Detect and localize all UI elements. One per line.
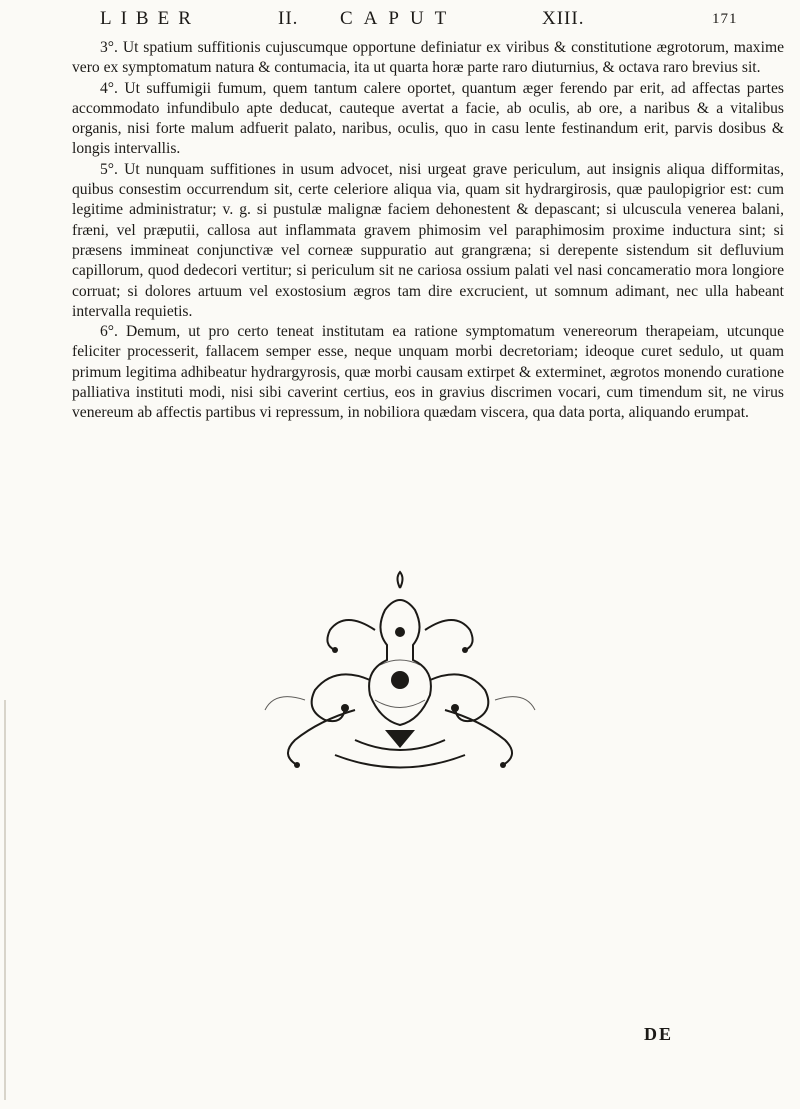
paragraph-4: 4°. Ut suffumigii fumum, quem tantum calere oportet, quantum æger ferendo par erit, ad affectas partes accommodato infundibulo apte deducat, cauteque avertat a facie, ab oculis, ab ore, a naribus & a vitalibus organis, nisi forte malum adfuerit palato, naribus, oculis, quo in casu lente festinandum erit, parvis dosibus & longis intervallis. <box>72 79 784 158</box>
running-head-caput: CAPUT <box>340 8 458 29</box>
running-head-liber: LIBER <box>100 8 200 29</box>
page-number: 171 <box>712 11 738 27</box>
paragraph-5: 5°. Ut nunquam suffitiones in usum advocet, nisi urgeat grave periculum, aut insignis aliqua difformitas, quibus consestim occurrendum sit, certe celeriore aliqua via, quam sit hydrargirosis, quæ paulopigrior est: cum legitime administratur; v. g. si pustulæ malignæ faciem dehonestent & depascant; si ulcuscula venerea balani, fræni, vel præputii, callosa aut inflammata gravem phimosim vel paraphimosim proxime inductura sint; si præsens immineat conjunctivæ vel corneæ suppuratio aut grangræna; si derepente sistendum sit defluvium capillorum, quod dedecori vertitur; si periculum sit ne cariosa ossium palati vel nasi concameratio mora longiore corruat; si dolores artuum vel exostosium ægros tam dire excrucient, ut somnum adimant, nec ulla habeant intervalla requietis. <box>72 160 784 320</box>
running-head-chapter-number: XIII. <box>542 8 585 29</box>
paragraph-3: 3°. Ut spatium suffitionis cujuscumque opportune definiatur ex viribus & constitutione ægrotorum, maxime vero ex symptomatum natura & contumacia, ita ut quarta horæ parte raro diuturnius, & octava raro brevius sit. <box>72 39 784 77</box>
page-edge-shadow <box>4 700 6 1100</box>
running-head-book-number: II. <box>278 8 299 29</box>
tailpiece-ornament <box>235 570 565 785</box>
body-text <box>72 38 784 424</box>
catchword: DE <box>644 1024 674 1044</box>
paragraph-6: 6°. Demum, ut pro certo teneat institutam ea ratione symptomatum venereorum therapeiam, utcunque feliciter processerit, fallacem semper esse, neque unquam morbi decretoriam; ideoque curet sedulo, ut quam primum legitima adhibeatur hydrargyrosis, quæ morbi causam extirpet & exterminet, ægrotos monendo curatione palliativa instituti modi, nisi sibi caverint certius, eos in gravius discrimen vocari, cum timendum sit, ne virus venereum ab affectis partibus vi repressum, in nobiliora quædam viscera, qua data porta, aliquando erumpat. <box>72 323 784 422</box>
running-head <box>100 8 780 36</box>
